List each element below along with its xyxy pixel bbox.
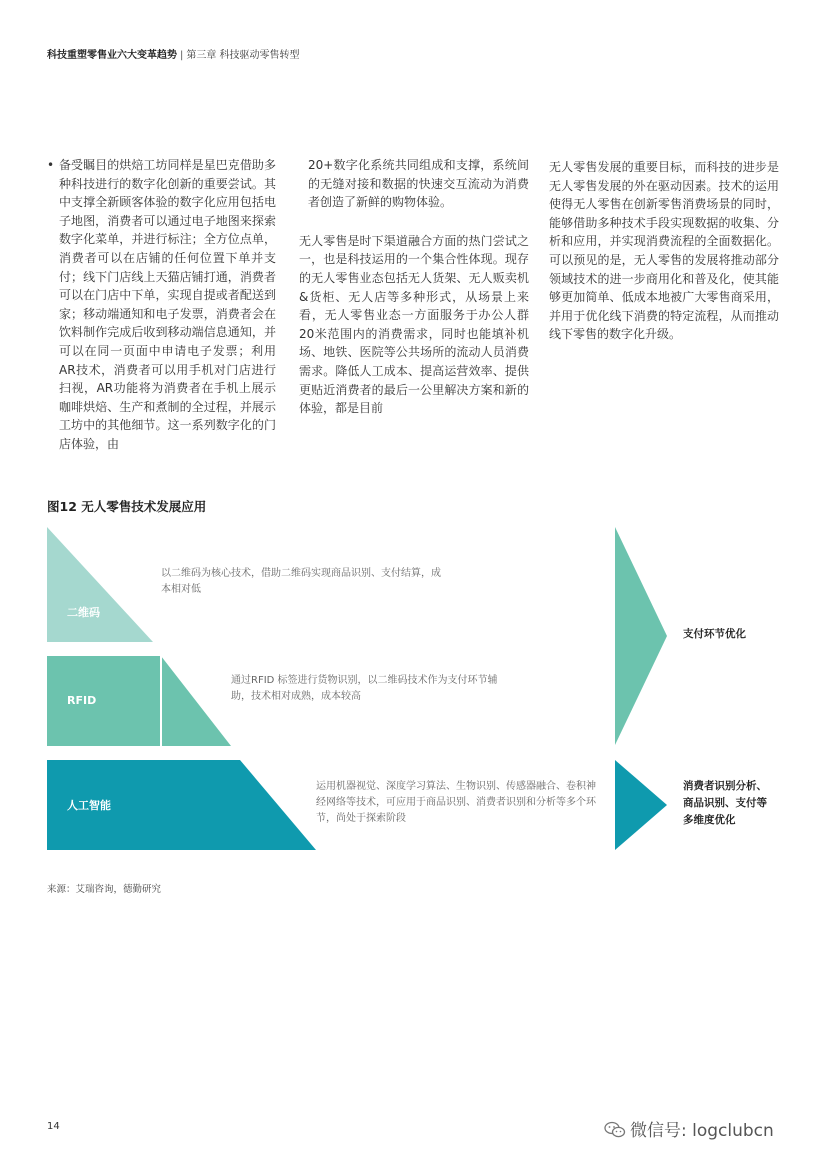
col2-paragraph-1: 20+数字化系统共同组成和支撑，系统间的无缝对接和数据的快速交互流动为消费者创造了新鲜的购物体验。 xyxy=(308,158,529,210)
header-chapter: 第三章 科技驱动零售转型 xyxy=(186,50,300,61)
bullet-icon: • xyxy=(47,158,55,172)
row-desc-rfid: 通过RFID 标签进行货物识别，以二维码技术作为支付环节辅助，技术相对成熟，成本较高 xyxy=(231,675,498,702)
row-label-rfid: RFID xyxy=(67,694,97,707)
col3-paragraph: 无人零售发展的重要目标，而科技的进步是无人零售发展的外在驱动因素。技术的运用使得无人零售在创新零售消费场景的同时，能够借助多种技术手段实现数据的收集、分析和应用，并实现消费流程的全面数据化。可以预见的是，无人零售的发展将推动部分领域技术的进一步商用化和普及化，使其能够更加简单、低成本地被广大零售商采用，并用于优化线下消费的特定流程，从而推动线下零售的数字化升级。 xyxy=(549,160,779,342)
outcome-multi-dimension xyxy=(683,778,767,829)
outcome-line: 商品识别、支付等 xyxy=(683,797,767,809)
header-separator: | xyxy=(180,50,184,61)
qr-code-triangle xyxy=(47,527,153,642)
row-label-qr-code: 二维码 xyxy=(67,606,100,619)
row-desc-qr-code: 以二维码为核心技术，借助二维码实现商品识别、支付结算，成本相对低 xyxy=(161,568,441,595)
source-note: 来源：艾瑞咨询，德勤研究 xyxy=(47,884,162,895)
outcome-line: 多维度优化 xyxy=(683,814,736,826)
wechat-icon xyxy=(604,1121,626,1139)
page-number: 14 xyxy=(47,1121,60,1132)
multi-dimension-arrow xyxy=(615,760,667,850)
payment-arrow xyxy=(615,527,667,745)
header-title: 科技重塑零售业六大变革趋势 xyxy=(47,50,177,61)
col2-paragraph-2: 无人零售是时下渠道融合方面的热门尝试之一，也是科技运用的一个集合性体现。现存的无人零售业态包括无人货架、无人贩卖机&货柜、无人店等多种形式，从场景上来看，无人零售业态一方面服务于办公人群20米范围内的消费需求，同时也能填补机场、地铁、医院等公共场所的流动人员消费需求。降低人工成本、提高运营效率、提供更贴近消费者的最后一公里解决方案和新的体验，都是目前 xyxy=(299,233,529,416)
outcome-payment: 支付环节优化 xyxy=(683,628,746,640)
outcome-line: 消费者识别分析、 xyxy=(683,780,767,792)
wechat-watermark xyxy=(604,1116,774,1141)
row-desc-ai: 运用机器视觉、深度学习算法、生物识别、传感器融合、卷积神经网络等技术，可应用于商品识别、消费者识别和分析等多个环节，尚处于探索阶段 xyxy=(316,781,596,824)
col1-paragraph: 备受瞩目的烘焙工坊同样是星巴克借助多种科技进行的数字化创新的重要尝试。其中支撑全新顾客体验的数字化应用包括电子地图，消费者可以通过电子地图来探索数字化菜单，并进行标注；全方位点单，消费者可以在店铺的任何位置下单并支付；线下门店线上天猫店铺打通，消费者可以在门店中下单，实现自提或者配送到家；移动端通知和电子发票，消费者会在饮料制作完成后收到移动端信息通知，并可以在同一页面中申请电子发票；利用AR技术，消费者可以用手机对门店进行扫视，AR功能将为消费者在手机上展示咖啡烘焙、生产和煮制的全过程，并展示工坊中的其他细节。这一系列数字化的门店体验，由 xyxy=(59,158,276,451)
watermark-text: 微信号: logclubcn xyxy=(630,1121,774,1141)
row-label-ai: 人工智能 xyxy=(67,799,111,812)
figure-title: 图12 无人零售技术发展应用 xyxy=(47,499,207,514)
